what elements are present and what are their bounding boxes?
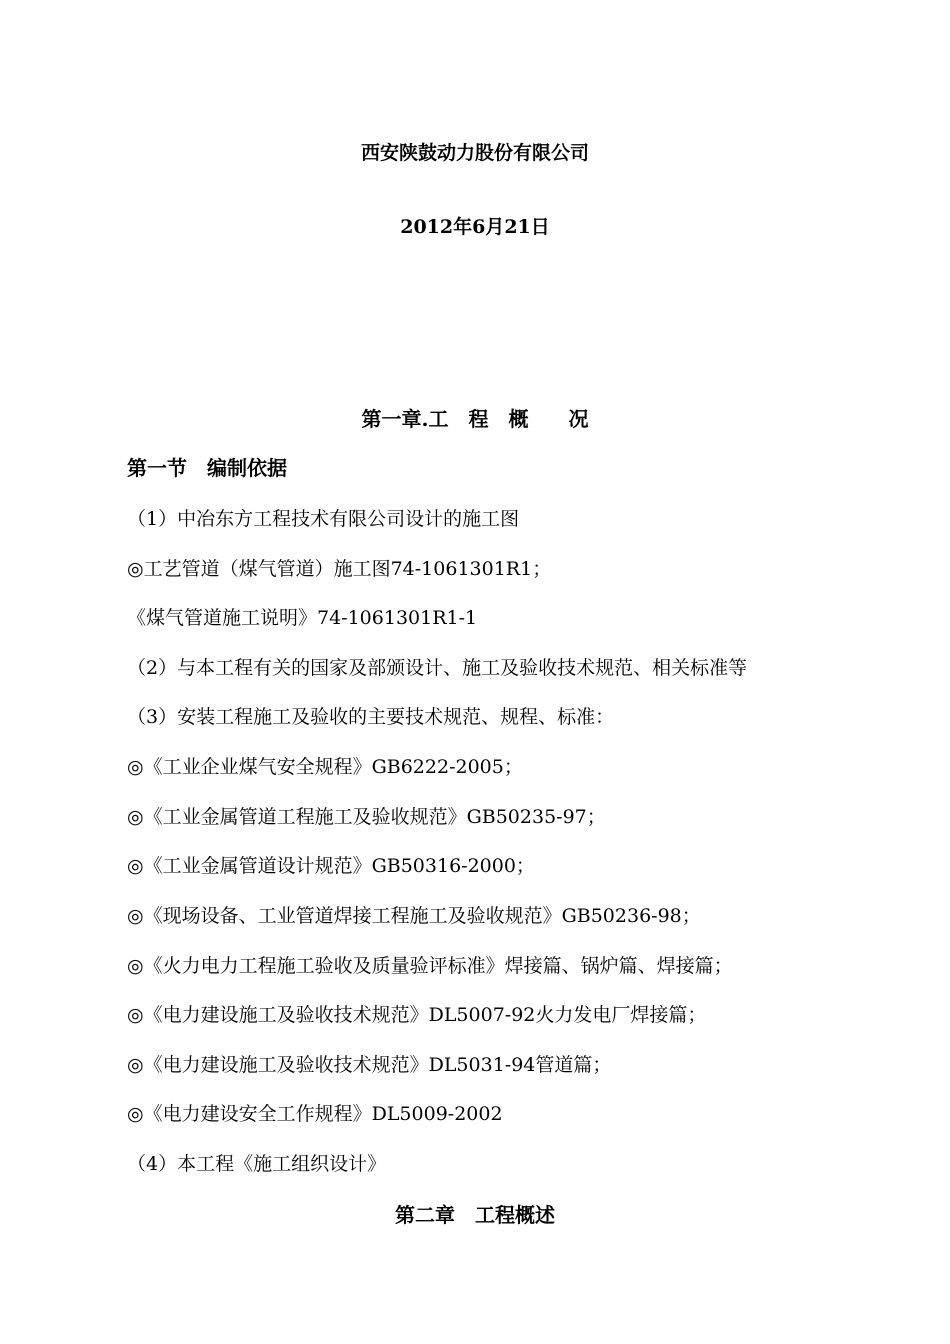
basis-line: （2）与本工程有关的国家及部颁设计、施工及验收技术规范、相关标准等 — [127, 657, 748, 679]
section-1-title: 第一节 编制依据 — [127, 456, 287, 480]
standard-item: ◎《工业金属管道工程施工及验收规范》GB50235-97； — [127, 806, 606, 828]
standard-item: ◎《工业金属管道设计规范》GB50316-2000； — [127, 855, 535, 877]
basis-line: 《煤气管道施工说明》74-1061301R1-1 — [127, 607, 478, 629]
basis-line: （3）安装工程施工及验收的主要技术规范、规程、标准： — [127, 706, 615, 728]
basis-line: （1）中冶东方工程技术有限公司设计的施工图 — [127, 508, 520, 530]
standard-item: ◎《工业企业煤气安全规程》GB6222-2005； — [127, 756, 523, 778]
standard-item: ◎《火力电力工程施工验收及质量验评标准》焊接篇、锅炉篇、焊接篇； — [127, 955, 733, 977]
company-name: 西安陕鼓动力股份有限公司 — [360, 142, 589, 164]
standard-item: ◎《电力建设安全工作规程》DL5009-2002 — [127, 1103, 503, 1125]
chapter-1-title: 第一章.工 程 概 况 — [361, 407, 589, 431]
document-date: 2012年6月21日 — [400, 216, 550, 238]
standard-item: ◎《电力建设施工及验收技术规范》DL5031-94管道篇； — [127, 1054, 612, 1076]
basis-line: （4）本工程《施工组织设计》 — [127, 1153, 387, 1175]
basis-line: ◎工艺管道（煤气管道）施工图74-1061301R1； — [127, 558, 552, 580]
chapter-2-title: 第二章 工程概述 — [395, 1203, 555, 1227]
standard-item: ◎《电力建设施工及验收技术规范》DL5007-92火力发电厂焊接篇； — [127, 1004, 707, 1026]
standard-item: ◎《现场设备、工业管道焊接工程施工及验收规范》GB50236-98； — [127, 905, 701, 927]
